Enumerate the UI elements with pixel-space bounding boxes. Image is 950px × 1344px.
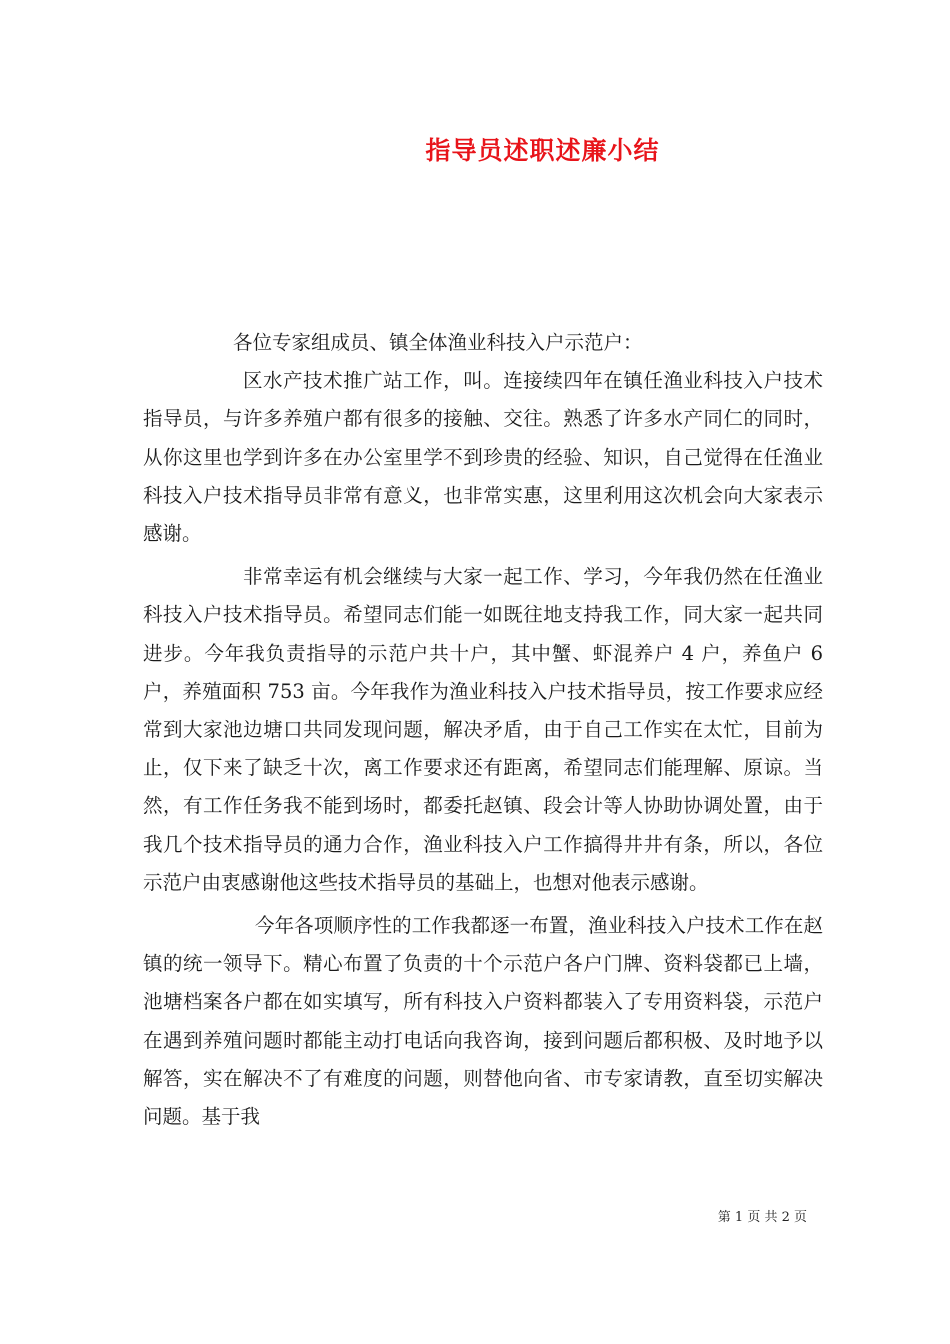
page-number: 第 1 页 共 2 页 [717,1210,807,1225]
salutation: 各位专家组成员、镇全体渔业科技入户示范户： [233,331,643,354]
page-title: 指导员述职述廉小结 [425,136,660,165]
document-body [143,324,823,1136]
paragraph: 非常幸运有机会继续与大家一起工作、学习，今年我仍然在任渔业科技入户技术指导员。希望同志们能一如既往地支持我工作，同大家一起共同进步。今年我负责指导的示范户共十户，其中蟹、虾混养户 4 户，养鱼户 6 户，养殖面积 753 亩。今年我作为渔业科技入户技术指导员，按工作要求应经常到大家池边塘口共同发现问题，解决矛盾，由于自己工作实在太忙，目前为止，仅下来了缺乏十次，离工作要求还有距离，希望同志们能理解、原谅。当然，有工作任务我不能到场时，都委托赵镇、段会计等人协助协调处置，由于我几个技术指导员的通力合作，渔业科技入户工作搞得井井有条，所以，各位示范户由衷感谢他这些技术指导员的基础上，也想对他表示感谢。 [143,565,823,894]
paragraph: 区水产技术推广站工作，叫。连接续四年在镇任渔业科技入户技术指导员，与许多养殖户都有很多的接触、交往。熟悉了许多水产同仁的同时，从你这里也学到许多在办公室里学不到珍贵的经验、知识，自己觉得在任渔业科技入户技术指导员非常有意义，也非常实惠，这里利用这次机会向大家表示感谢。 [143,369,823,546]
paragraph: 今年各项顺序性的工作我都逐一布置，渔业科技入户技术工作在赵镇的统一领导下。精心布置了负责的十个示范户各户门牌、资料袋都已上墙，池塘档案各户都在如实填写，所有科技入户资料都装入了专用资料袋，示范户在遇到养殖问题时都能主动打电话向我咨询，接到问题后都积极、及时地予以解答，实在解决不了有难度的问题，则替他向省、市专家请教，直至切实解决问题。基于我 [143,914,823,1129]
